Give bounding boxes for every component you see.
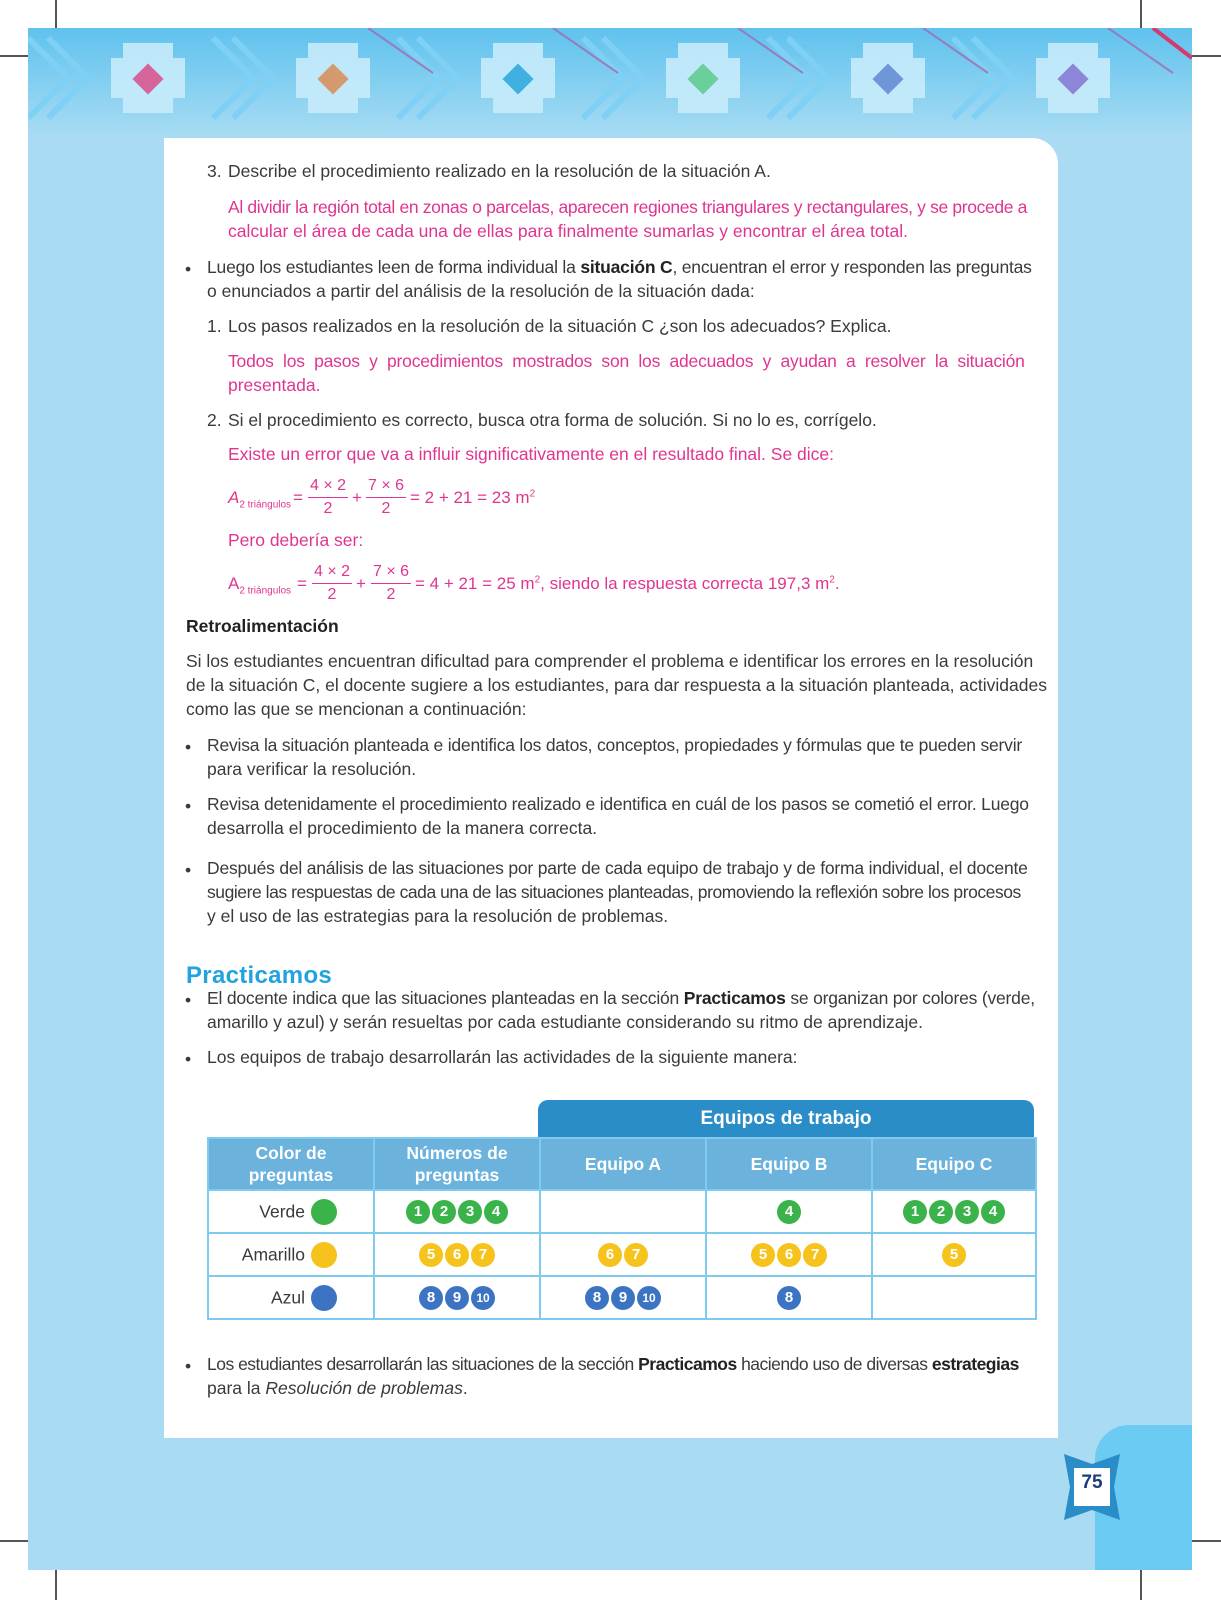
practicamos-b3-line1: [207, 1352, 1019, 1376]
eq2-a: A: [228, 574, 240, 593]
question-number-badge: 7: [471, 1243, 495, 1267]
eq1-num1: 4 × 2: [309, 477, 347, 494]
team-b-cell: [706, 1276, 872, 1319]
retro-p-line2: de la situación C, el docente sugiere a los estudiantes, para dar respuesta a la situación planteada, actividades: [186, 675, 1047, 695]
item1-question: Los pasos realizados en la resolución de la situación C ¿son los adecuados? Explica.: [228, 316, 892, 336]
question-number-badge: 2: [929, 1200, 953, 1224]
retro-title: Retroalimentación: [186, 616, 339, 636]
practicamos-b3-line2: [207, 1376, 468, 1400]
header-team-a-label: Equipo A: [584, 1154, 662, 1174]
bullet-dot: •: [185, 259, 192, 279]
question-number-badge: 9: [611, 1286, 635, 1310]
item3-number: 3.: [207, 161, 222, 181]
eq2-frac2: [371, 562, 411, 605]
bullet-dot: •: [185, 1356, 192, 1376]
practicamos-b1-line1: [207, 986, 1035, 1010]
color-cell: [208, 1276, 374, 1319]
header-team-b: [706, 1138, 872, 1190]
bullet-c-line1: [207, 255, 1032, 279]
retro-b1-line2: para verificar la resolución.: [207, 759, 417, 779]
item1-answer-line2: presentada.: [228, 375, 321, 395]
but-should-be: Pero debería ser:: [228, 530, 364, 550]
table-row: [208, 1276, 1036, 1319]
color-label: Azul: [270, 1287, 305, 1307]
bullet-c-line2: o enunciados a partir del análisis de la resolución de la situación dada:: [207, 281, 755, 301]
practicamos-b2: Los equipos de trabajo desarrollarán las actividades de la siguiente manera:: [207, 1047, 798, 1067]
question-number-badge: 6: [598, 1243, 622, 1267]
eq2-lhs: [228, 574, 291, 596]
bullet-c-bold: situación C: [580, 257, 673, 277]
retro-p-line3: como las que se mencionan a continuación:: [186, 699, 527, 719]
eq1-equals: =: [293, 488, 303, 507]
question-number-badge: 2: [432, 1200, 456, 1224]
color-cell: [208, 1190, 374, 1233]
question-number-badge: 10: [637, 1286, 661, 1310]
eq2-num1: 4 × 2: [313, 563, 351, 580]
question-number-badge: 7: [803, 1243, 827, 1267]
blue-dot-icon: [311, 1285, 337, 1311]
retro-b2-line1: Revisa detenidamente el procedimiento realizado e identifica en cuál de los pasos se cometió el error. Luego: [207, 794, 1029, 814]
group-header-label: Equipos de trabajo: [700, 1108, 872, 1129]
header-color: [208, 1138, 374, 1190]
question-number-badge: 5: [942, 1243, 966, 1267]
color-cell: [208, 1233, 374, 1276]
bullet-dot: •: [185, 737, 192, 757]
header-team-c: [872, 1138, 1036, 1190]
eq1-sub: 2 triángulos: [239, 499, 292, 511]
team-b-cell: [706, 1190, 872, 1233]
header-team-b-label: Equipo B: [750, 1154, 828, 1174]
team-c-cell: [872, 1233, 1036, 1276]
eq2-rhs2: , siendo la respuesta correcta 197,3 m: [540, 574, 830, 593]
crop-mark: [1140, 0, 1142, 28]
eq1-frac1: [308, 476, 348, 519]
eq1-lhs: [228, 488, 291, 510]
practicamos-heading: Practicamos: [186, 962, 333, 989]
eq2-result: [415, 574, 840, 594]
item1-answer-line1: Todos los pasos y procedimientos mostrados son los adecuados y ayudan a resolver la situación: [228, 351, 1025, 371]
question-number-badge: 8: [585, 1286, 609, 1310]
question-number-badge: 1: [406, 1200, 430, 1224]
eq2-sup: 2: [534, 574, 541, 586]
eq2-num2: 7 × 6: [372, 563, 410, 580]
item3-answer-line2: calcular el área de cada una de ellas para finalmente sumarlas y encontrar el área total.: [228, 221, 908, 241]
eq2-den2: 2: [386, 586, 396, 603]
question-number-badge: 3: [955, 1200, 979, 1224]
question-number-badge: 4: [484, 1200, 508, 1224]
group-header: [538, 1100, 1034, 1138]
header-team-a: [540, 1138, 706, 1190]
header-numbers-label: Números de preguntas: [406, 1143, 508, 1185]
question-number-badge: 6: [445, 1243, 469, 1267]
retro-b1-line1: Revisa la situación planteada e identifica los datos, conceptos, propiedades y fórmulas que te pueden servir: [207, 735, 1023, 755]
question-number-badge: 8: [419, 1286, 443, 1310]
practicamos-b3-mid: haciendo uso de diversas: [736, 1354, 932, 1374]
eq2-end: .: [834, 574, 840, 593]
eq1-den2: 2: [381, 500, 391, 517]
item2-number: 2.: [207, 410, 222, 430]
eq2-rhs: = 4 + 21 = 25 m: [415, 574, 535, 593]
question-number-badge: 8: [777, 1286, 801, 1310]
question-number-badge: 10: [471, 1286, 495, 1310]
bullet-c-pre: Luego los estudiantes leen de forma individual la: [207, 257, 581, 277]
item2-question: Si el procedimiento es correcto, busca otra forma de solución. Si no lo es, corrígelo.: [228, 410, 877, 430]
eq1-a: A: [228, 488, 240, 507]
item1-number: 1.: [207, 316, 222, 336]
color-label: Verde: [259, 1201, 305, 1221]
bullet-c-post: , encuentran el error y responden las preguntas: [672, 257, 1032, 277]
item3-question: Describe el procedimiento realizado en la resolución de la situación A.: [228, 161, 771, 181]
team-c-cell: [872, 1190, 1036, 1233]
question-number-badge: 7: [624, 1243, 648, 1267]
eq1-num2: 7 × 6: [367, 477, 405, 494]
header-numbers: [374, 1138, 540, 1190]
crop-mark: [1140, 1570, 1142, 1600]
question-number-badge: 4: [981, 1200, 1005, 1224]
question-number-badge: 5: [419, 1243, 443, 1267]
bullet-dot: •: [185, 990, 192, 1010]
practicamos-b1-post: se organizan por colores (verde,: [785, 988, 1035, 1008]
eq1-rhs: = 2 + 21 = 23 m: [410, 488, 530, 507]
practicamos-b3-bold2: estrategias: [931, 1354, 1019, 1374]
numbers-cell: [374, 1233, 540, 1276]
question-number-badge: 6: [777, 1243, 801, 1267]
retro-p-line1: Si los estudiantes encuentran dificultad para comprender el problema e identificar los errores en la resolución: [186, 651, 1034, 671]
eq1-plus: +: [352, 488, 362, 507]
yellow-dot-icon: [311, 1242, 337, 1268]
item3-answer-line1: Al dividir la región total en zonas o parcelas, aparecen regiones triangulares y rectangulares, y se procede a: [228, 197, 1028, 217]
question-number-badge: 4: [777, 1200, 801, 1224]
team-a-cell: [540, 1276, 706, 1319]
eq2-den1: 2: [327, 586, 337, 603]
header-color-label: Color de preguntas: [248, 1143, 334, 1185]
table-row: [208, 1190, 1036, 1233]
practicamos-b1-bold: Practicamos: [683, 988, 786, 1008]
practicamos-b3-end: .: [462, 1378, 468, 1398]
retro-b3-line2: sugiere las respuestas de cada una de las situaciones planteadas, promoviendo la reflexión sobre los procesos: [207, 882, 1021, 902]
crop-mark: [1192, 1540, 1221, 1542]
retro-b3-line1: Después del análisis de las situaciones por parte de cada equipo de trabajo y de forma individual, el docente: [207, 858, 1028, 878]
bullet-dot: •: [185, 796, 192, 816]
team-c-cell: [872, 1276, 1036, 1319]
eq2-equals: =: [297, 574, 307, 593]
teams-table: [207, 1137, 1037, 1320]
item2-answer: Existe un error que va a influir significativamente en el resultado final. Se dice:: [228, 444, 835, 464]
question-number-badge: 5: [751, 1243, 775, 1267]
eq2-frac1: [312, 562, 352, 605]
retro-b2-line2: desarrolla el procedimiento de la manera correcta.: [207, 818, 598, 838]
numbers-cell: [374, 1190, 540, 1233]
eq1-result: [410, 488, 535, 508]
question-number-badge: 1: [903, 1200, 927, 1224]
page-number: 75: [1081, 1472, 1103, 1493]
team-b-cell: [706, 1233, 872, 1276]
practicamos-b3-italic: Resolución de problemas: [265, 1378, 463, 1398]
eq2-sup2: 2: [829, 574, 835, 586]
question-number-badge: 9: [445, 1286, 469, 1310]
eq1-den1: 2: [323, 500, 333, 517]
retro-b3-line3: y el uso de las estrategias para la resolución de problemas.: [207, 906, 669, 926]
bullet-dot: •: [185, 860, 192, 880]
crop-mark: [0, 1540, 28, 1542]
numbers-cell: [374, 1276, 540, 1319]
team-a-cell: [540, 1233, 706, 1276]
eq2-sub: 2 triángulos: [239, 585, 292, 597]
crop-mark: [55, 0, 57, 28]
practicamos-b3-line2-pre: para la: [207, 1378, 266, 1398]
crop-mark: [55, 1570, 57, 1600]
table-row: [208, 1233, 1036, 1276]
green-dot-icon: [311, 1199, 337, 1225]
color-label: Amarillo: [241, 1244, 305, 1264]
eq2-plus: +: [356, 574, 366, 593]
bullet-dot: •: [185, 1049, 192, 1069]
crop-mark: [1192, 55, 1221, 57]
practicamos-b1-pre: El docente indica que las situaciones planteadas en la sección: [207, 988, 684, 1008]
eq1-frac2: [366, 476, 406, 519]
header-team-c-label: Equipo C: [915, 1154, 993, 1174]
crop-mark: [0, 55, 28, 57]
question-number-badge: 3: [458, 1200, 482, 1224]
decorative-banner: [28, 28, 1192, 138]
practicamos-b1-line2: amarillo y azul) y serán resueltas por cada estudiante considerando su ritmo de aprendizaje.: [207, 1012, 923, 1032]
practicamos-b3-bold: Practicamos: [638, 1354, 737, 1374]
team-a-cell: [540, 1190, 706, 1233]
eq1-sup: 2: [529, 488, 536, 500]
practicamos-b3-pre: Los estudiantes desarrollarán las situaciones de la sección: [207, 1354, 639, 1374]
